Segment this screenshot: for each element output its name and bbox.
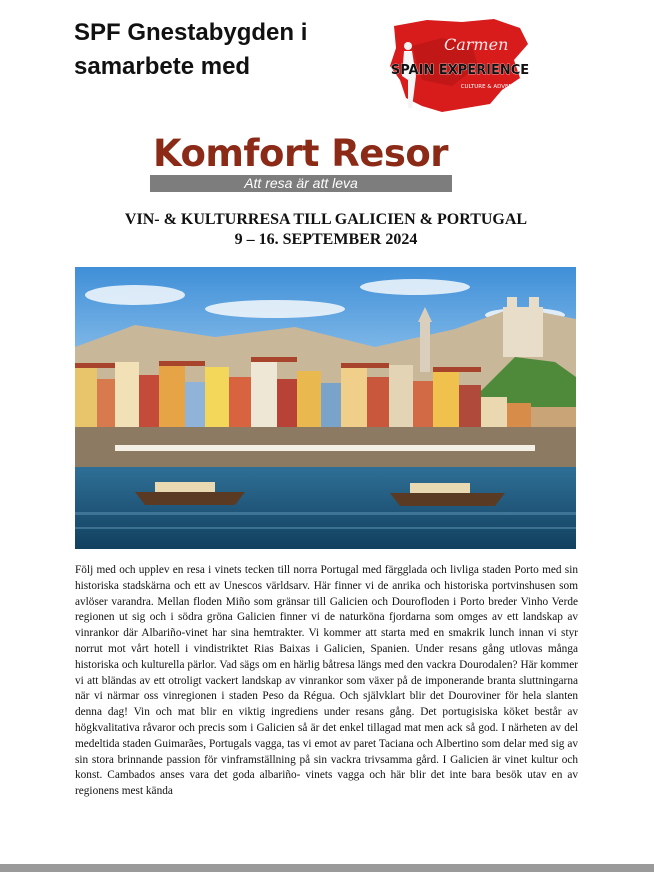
- market-umbrellas: [115, 445, 535, 451]
- trip-title: VIN- & KULTURRESA TILL GALICIEN & PORTUGAL: [124, 211, 528, 228]
- logo-main-text: SPAIN EXPERIENCE: [390, 63, 530, 78]
- intro-paragraph: Följ med och upplev en resa i vinets tecken till norra Portugal med färgglada och livliga staden Porto med sin historiska stadskärna och ett av Unescos världsarv. Här finner vi de anrika och historiska portvinshusen som avlöser varandra. Mellan floden Miño som gränsar till Galicien och Dourofloden i Porto breder Vinho Verde regionen ut sig och i södra gröna Galicien finner vi de naturköna fjordarna som omges av ett landskap av vinrankor där Albariño-vinet har sina hemtrakter. Vi kommer att starta med en smakrik lunch innan vi styr norrut mot vårt hotell i vindistriktet Rias Baixas i Galicien, Spanien. Under resans gång utlovas många historiska och kulturella pärlor. Vad sägs om en härlig båtresa längs med den vackra Dourodalen? Här kommer vi att bländas av ett otroligt vackert landskap av vinrankor som växer på de imponerande branta sluttningarna när vi närmar oss vinregionen i staden Peso da Régua. Och självklart blir det Douroviner för hela slanten denna dag! Vin och mat blir en viktig ingrediens under resans gång. Det portugisiska köket består av högkvalitativa råvaror och precis som i Galicien så är det enkel tillagad mat men ack så god. I närheten av del medeltida staden Guimarães, Portugals vagga, tas vi emot av paret Taciana och Albertino som delar med sig av sin stora brinnande passion för vinframställning på sin vackra trivsamma gård. I Galicien är vinet kultur och konst. Cambados anses vara det goda albariño- vinets vagga och här blir det inte bara besök utav en av regionens mest kända: [75, 564, 578, 798]
- river: [75, 467, 576, 549]
- trip-dates: 9 – 16. SEPTEMBER 2024: [234, 231, 418, 248]
- operator-slogan: Att resa är att leva: [150, 175, 452, 192]
- porto-riverside-photo: [75, 267, 576, 549]
- operator-name: Komfort Resor: [152, 132, 449, 175]
- spain-experience-logo: [382, 16, 532, 116]
- footer-bar: [0, 864, 654, 872]
- logo-tagline: CULTURE & ADVENTURE: [460, 84, 528, 90]
- komfort-resor-logo: [148, 133, 453, 195]
- page-title: SPF Gnestabygden i samarbete med: [74, 19, 308, 80]
- trip-heading: [74, 210, 578, 250]
- logo-script-text: Carmen: [444, 35, 509, 54]
